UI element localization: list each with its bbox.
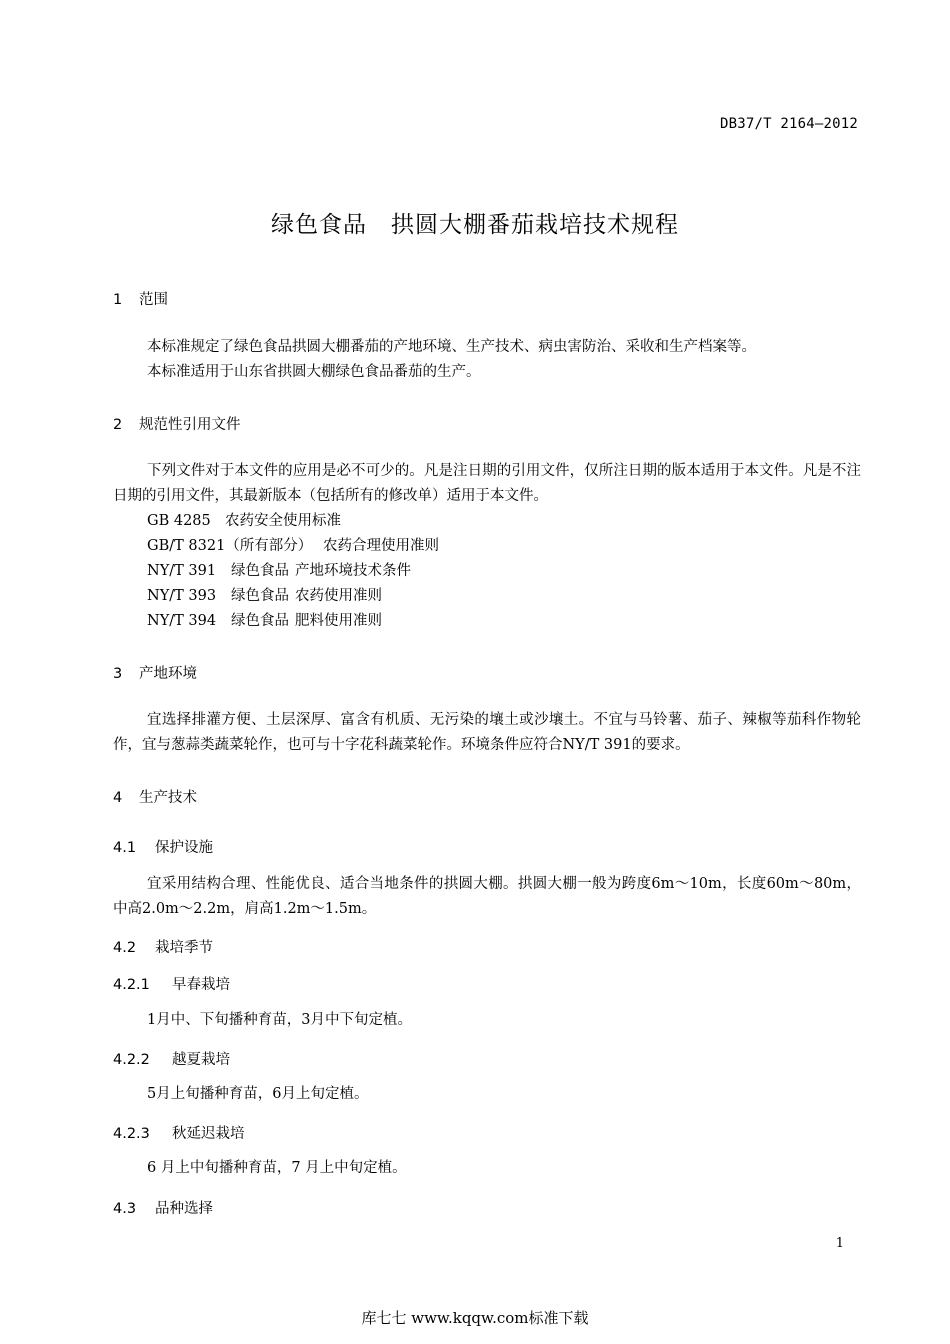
section-1-heading — [113, 288, 168, 309]
reference-code: NY/T 393 — [147, 588, 217, 604]
page-number: 1 — [835, 1236, 844, 1251]
section-4-2-3-heading — [113, 1122, 245, 1143]
section-number: 4.2.2 — [113, 1052, 150, 1068]
section-number: 3 — [113, 666, 123, 682]
section-1-paragraph-1: 本标准规定了绿色食品拱圆大棚番茄的产地环境、生产技术、病虫害防治、采收和生产档案等。 — [147, 339, 756, 355]
section-4-2-heading — [113, 936, 213, 957]
section-number: 4.2 — [113, 940, 137, 956]
section-4-heading — [113, 786, 197, 807]
section-4-2-2-paragraph: 5月上旬播种育苗，6月上旬定植。 — [147, 1086, 369, 1102]
section-3-heading — [113, 662, 197, 683]
section-4-2-2-heading — [113, 1048, 230, 1069]
section-number: 4 — [113, 790, 123, 806]
footer-watermark: 库七七 www.kqqw.com标准下载 — [361, 1309, 589, 1327]
reference-category: 绿色食品 — [231, 613, 289, 629]
reference-item — [147, 534, 439, 559]
section-number: 1 — [113, 292, 123, 308]
reference-item — [147, 609, 382, 634]
section-title: 范围 — [139, 292, 168, 308]
section-title: 保护设施 — [155, 840, 213, 856]
reference-item — [147, 509, 341, 534]
section-title: 秋延迟栽培 — [172, 1126, 245, 1142]
section-number: 4.2.1 — [113, 977, 150, 993]
section-number: 2 — [113, 417, 123, 433]
reference-title: 农药安全使用标准 — [225, 513, 341, 529]
section-2-intro: 下列文件对于本文件的应用是必不可少的。凡是注日期的引用文件，仅所注日期的版本适用于本文件。凡是不注日期的引用文件，其最新版本（包括所有的修改单）适用于本文件。 — [113, 463, 861, 504]
reference-code: GB/T 8321（所有部分） — [147, 538, 313, 554]
section-number: 4.1 — [113, 840, 137, 856]
section-title: 栽培季节 — [155, 940, 213, 956]
section-4-1-paragraph: 宜采用结构合理、性能优良、适合当地条件的拱圆大棚。拱圆大棚一般为跨度6m～10m，长度60m～80m，中高2.0m～2.2m，肩高1.2m～1.5m。 — [113, 876, 861, 917]
section-4-2-1-paragraph: 1月中、下旬播种育苗，3月中下旬定植。 — [147, 1012, 412, 1028]
section-title: 早春栽培 — [172, 977, 230, 993]
section-4-2-3-paragraph: 6 月上中旬播种育苗，7 月上中旬定植。 — [147, 1160, 407, 1176]
reference-title: 产地环境技术条件 — [295, 563, 411, 579]
reference-item — [147, 559, 411, 584]
section-number: 4.2.3 — [113, 1126, 150, 1142]
section-2-heading — [113, 413, 241, 434]
reference-title: 肥料使用准则 — [295, 613, 382, 629]
section-4-2-1-heading — [113, 973, 230, 994]
reference-item — [147, 584, 382, 609]
reference-title: 农药合理使用准则 — [323, 538, 439, 554]
section-3-paragraph: 宜选择排灌方便、土层深厚、富含有机质、无污染的壤土或沙壤土。不宜与马铃薯、茄子、辣椒等茄科作物轮作，宜与葱蒜类蔬菜轮作，也可与十字花科蔬菜轮作。环境条件应符合NY/T 391的要求。 — [113, 712, 861, 753]
section-title: 品种选择 — [155, 1201, 213, 1217]
section-title: 越夏栽培 — [172, 1052, 230, 1068]
section-1-paragraph-2: 本标准适用于山东省拱圆大棚绿色食品番茄的生产。 — [147, 364, 481, 380]
reference-code: GB 4285 — [147, 513, 211, 529]
standard-code: DB37/T 2164—2012 — [719, 116, 858, 132]
reference-code: NY/T 394 — [147, 613, 217, 629]
reference-category: 绿色食品 — [231, 588, 289, 604]
reference-code: NY/T 391 — [147, 563, 217, 579]
document-title: 绿色食品 拱圆大棚番茄栽培技术规程 — [271, 212, 679, 238]
section-title: 产地环境 — [139, 666, 197, 682]
section-4-3-heading — [113, 1197, 213, 1218]
reference-category: 绿色食品 — [231, 563, 289, 579]
section-title: 生产技术 — [139, 790, 197, 806]
section-4-1-heading — [113, 836, 213, 857]
reference-title: 农药使用准则 — [295, 588, 382, 604]
section-number: 4.3 — [113, 1201, 137, 1217]
section-title: 规范性引用文件 — [139, 417, 241, 433]
